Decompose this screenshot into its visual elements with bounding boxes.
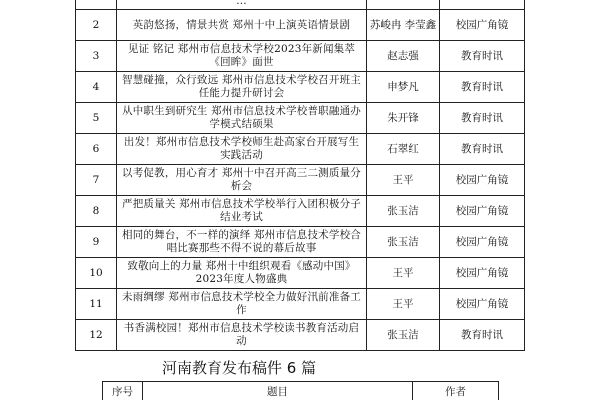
row-title: 出发！郑州市信息技术学校师生赴高家台开展写生实践活动	[117, 134, 367, 165]
section-heading: 河南教育发布稿件 6 篇	[162, 359, 317, 377]
row-category: 校园广角镜	[440, 227, 525, 258]
header-title: 题目	[143, 382, 413, 400]
row-number: 8	[76, 196, 117, 227]
row-author: 王平	[367, 165, 440, 196]
row-title: 以考促教，用心育才 郑州十中召开高三二测质量分析会	[117, 165, 367, 196]
row-title: 未雨绸缪 郑州市信息技术学校全力做好汛前准备工作	[117, 289, 367, 320]
row-category: 教育时讯	[440, 134, 525, 165]
row-author: 朱开锋	[367, 103, 440, 134]
henan-articles-table	[102, 381, 499, 400]
row-category: 校园广角镜	[440, 258, 525, 289]
row-author: 申梦凡	[367, 72, 440, 103]
table-row	[76, 134, 525, 165]
table-row	[76, 289, 525, 320]
row-author: 张玉洁	[367, 196, 440, 227]
row-category: 教育时讯	[440, 103, 525, 134]
row-author: 赵志强	[367, 41, 440, 72]
row-category: 校园广角镜	[440, 196, 525, 227]
row-author: 石翠红	[367, 134, 440, 165]
row-category: 教育时讯	[440, 41, 525, 72]
table-row	[76, 10, 525, 41]
row-author: 张玉洁	[367, 320, 440, 351]
row-title: 致敬向上的力量 郑州十中组织观看《感动中国》2023年度人物盛典	[117, 258, 367, 289]
row-number: 6	[76, 134, 117, 165]
table-row	[76, 165, 525, 196]
table-row	[76, 41, 525, 72]
table-row	[76, 258, 525, 289]
row-title: 书香满校园！郑州市信息技术学校读书教育活动启动	[117, 320, 367, 351]
header-author: 作者	[413, 382, 499, 400]
row-title: 智慧碰撞，众行致远 郑州市信息技术学校召开班主任能力提升研讨会	[117, 72, 367, 103]
row-title: 英韵悠扬，情景共赏 郑州十中上演英语情景剧	[117, 10, 367, 41]
row-number: 9	[76, 227, 117, 258]
row-author: 苏峻冉 李莹鑫	[367, 10, 440, 41]
articles-table-body	[76, 0, 525, 351]
table-row	[76, 320, 525, 351]
header-number: 序号	[103, 382, 143, 400]
row-number: 3	[76, 41, 117, 72]
row-number: 7	[76, 165, 117, 196]
row-author: 王平	[367, 258, 440, 289]
row-author: 王平	[367, 289, 440, 320]
table-row	[76, 227, 525, 258]
row-category: 教育时讯	[440, 320, 525, 351]
row-title: 相同的舞台，不一样的演绎 郑州市信息技术学校合唱比赛那些不得不说的幕后故事	[117, 227, 367, 258]
row-category: 校园广角镜	[440, 289, 525, 320]
row-number: 4	[76, 72, 117, 103]
row-category	[440, 0, 525, 10]
row-category: 校园广角镜	[440, 165, 525, 196]
table-header-row	[103, 382, 499, 400]
articles-table	[75, 0, 525, 351]
row-title: ...	[117, 0, 367, 10]
row-title: 严把质量关 郑州市信息技术学校举行入团积极分子结业考试	[117, 196, 367, 227]
row-number: 10	[76, 258, 117, 289]
table-row	[76, 196, 525, 227]
row-title: 从中职生到研究生 郑州市信息技术学校普职融通办学模式结硕果	[117, 103, 367, 134]
row-author: 张玉洁	[367, 227, 440, 258]
row-title: 见证 铭记 郑州市信息技术学校2023年新闻集萃《回眸》面世	[117, 41, 367, 72]
row-category: 教育时讯	[440, 72, 525, 103]
row-number: 5	[76, 103, 117, 134]
row-number: 11	[76, 289, 117, 320]
row-number: 12	[76, 320, 117, 351]
table-row	[76, 103, 525, 134]
row-number: 2	[76, 10, 117, 41]
row-category: 校园广角镜	[440, 10, 525, 41]
table-row	[76, 72, 525, 103]
table-row	[76, 0, 525, 10]
row-author	[367, 0, 440, 10]
row-number	[76, 0, 117, 10]
